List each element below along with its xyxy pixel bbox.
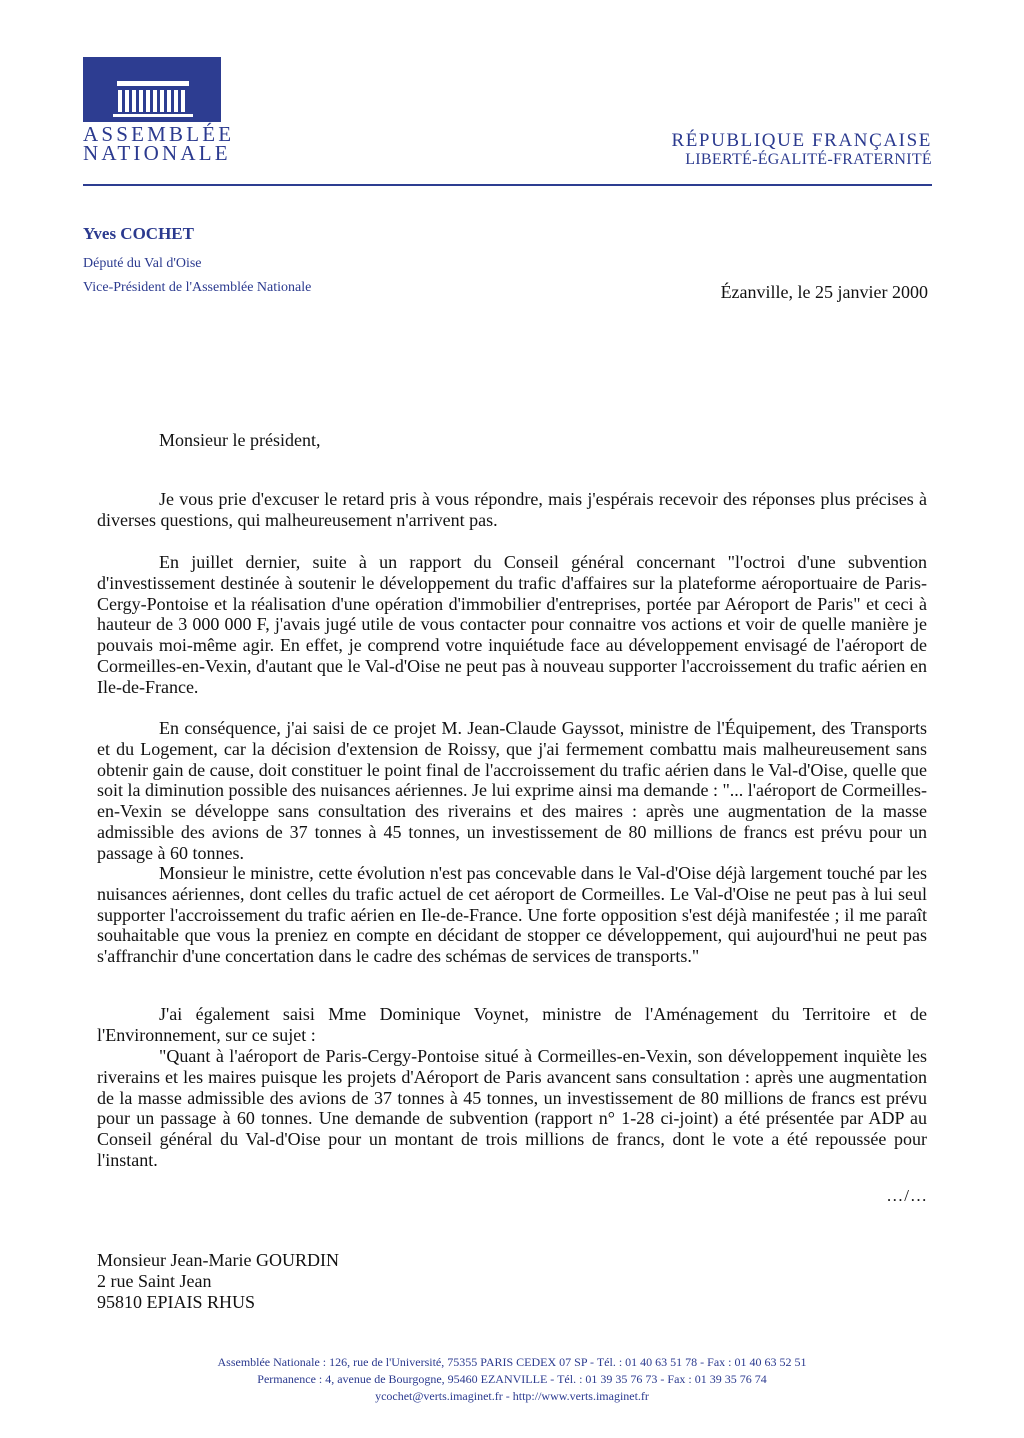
- institution-line2: NATIONALE: [83, 141, 231, 165]
- sender-role-secondary: Vice-Président de l'Assemblée Nationale: [83, 280, 312, 295]
- sender-name: Yves COCHET: [83, 224, 194, 243]
- recipient-name: Monsieur Jean-Marie GOURDIN: [97, 1250, 339, 1270]
- footer-contact: ycochet@verts.imaginet.fr - http://www.verts.imaginet.fr: [375, 1389, 649, 1403]
- recipient-street: 2 rue Saint Jean: [97, 1271, 212, 1291]
- paragraph-5: J'ai également saisi Mme Dominique Voynet, ministre de l'Aménagement du Territoire et de l'Environnement, sur ce sujet :: [97, 1004, 927, 1045]
- continuation-mark: …/…: [886, 1186, 928, 1205]
- paragraph-2: En juillet dernier, suite à un rapport du Conseil général concernant "l'octroi d'une subvention d'investissement destinée à soutenir le développement du trafic d'affaires sur la plateforme aéroportuaire de Paris-Cergy-Pontoise et la réalisation d'une opération d'immobilier d'entreprises, portée par Aéroport de Paris" et ceci à hauteur de 3 000 000 F, j'avais jugé utile de vous contacter pour connaitre vos actions et voir de quelle manière je pouvais moi-même agir. En effet, je comprend votre inquiétude face au développement envisagé de l'aéroport de Cormeilles-en-Vexin, d'autant que le Val-d'Oise ne peut pas à nouveau supporter l'accroissement du trafic aérien en Ile-de-France.: [97, 552, 927, 697]
- letterhead-footer: [0, 1354, 1024, 1405]
- header-divider: [83, 184, 932, 186]
- sender-role: Député du Val d'Oise: [83, 256, 202, 271]
- assemblee-nationale-logo: [83, 57, 221, 122]
- place-and-date: Ézanville, le 25 janvier 2000: [720, 282, 928, 302]
- recipient-city: 95810 EPIAIS RHUS: [97, 1292, 256, 1312]
- republic-line1: RÉPUBLIQUE FRANÇAISE: [671, 130, 932, 151]
- recipient-address: [97, 1250, 339, 1313]
- republic-motto: LIBERTÉ-ÉGALITÉ-FRATERNITÉ: [685, 151, 932, 168]
- paragraph-3: En conséquence, j'ai saisi de ce projet M. Jean-Claude Gayssot, ministre de l'Équipement, des Transports et du Logement, car la décision d'extension de Roissy, que j'ai fermement combattu mais malheureusement sans obtenir gain de cause, doit constituer le point final de l'accroissement du trafic aérien dans le Val-d'Oise, quelle que soit la diminution possible des nuisances aériennes. Je lui exprime ainsi ma demande : "... l'aéroport de Cormeilles-en-Vexin se développe sans consultation des riverains et des maires : après une augmentation de la masse admissible des avions de 37 tonnes à 45 tonnes, un investissement de 80 millions de francs est prévu pour un passage à 60 tonnes.: [97, 718, 927, 863]
- institution-line1: ASSEMBLÉE: [83, 122, 235, 146]
- footer-assemblee-address: Assemblée Nationale : 126, rue de l'Université, 75355 PARIS CEDEX 07 SP - Tél. : 01 40 63 51 78 - Fax : 01 40 63 52 51: [217, 1355, 807, 1369]
- paragraph-4: Monsieur le ministre, cette évolution n'est pas concevable dans le Val-d'Oise déjà largement touché par les nuisances aériennes, dont celles du trafic actuel de cet aéroport de Cormeilles. Le Val-d'Oise ne peut pas à lui seul supporter l'accroissement du trafic aérien en Ile-de-France. Une forte opposition s'est déjà manifestée ; il me paraît souhaitable que vous la preniez en compte en décidant de stopper ce développement, qui aujourd'hui ne peut pas s'affranchir d'une concertation dans le cadre des schémas de services de transports.": [97, 863, 927, 967]
- paragraph-6-quote: "Quant à l'aéroport de Paris-Cergy-Pontoise situé à Cormeilles-en-Vexin, son développement inquiète les riverains et les maires puisque les projets d'Aéroport de Paris avancent sans consultation : après une augmentation de la masse admissible des avions de 37 tonnes à 45 tonnes, un investissement de 80 millions de francs est prévu pour un passage à 60 tonnes. Une demande de subvention (rapport n° 1-28 ci-joint) a été présentée par ADP au Conseil général du Val-d'Oise pour un montant de trois millions de francs, dont le vote a été repoussée pour l'instant.: [97, 1046, 927, 1170]
- republic-heading: [671, 131, 932, 169]
- paragraph-1: Je vous prie d'excuser le retard pris à vous répondre, mais j'espérais recevoir des réponses plus précises à diverses questions, qui malheureusement n'arrivent pas.: [97, 489, 927, 530]
- salutation: Monsieur le président,: [159, 430, 321, 450]
- assemblee-nationale-building-icon: [83, 57, 221, 122]
- institution-name: [83, 122, 235, 165]
- footer-permanence-address: Permanence : 4, avenue de Bourgogne, 95460 EZANVILLE - Tél. : 01 39 35 76 73 - Fax : 01 39 35 76 74: [257, 1372, 767, 1386]
